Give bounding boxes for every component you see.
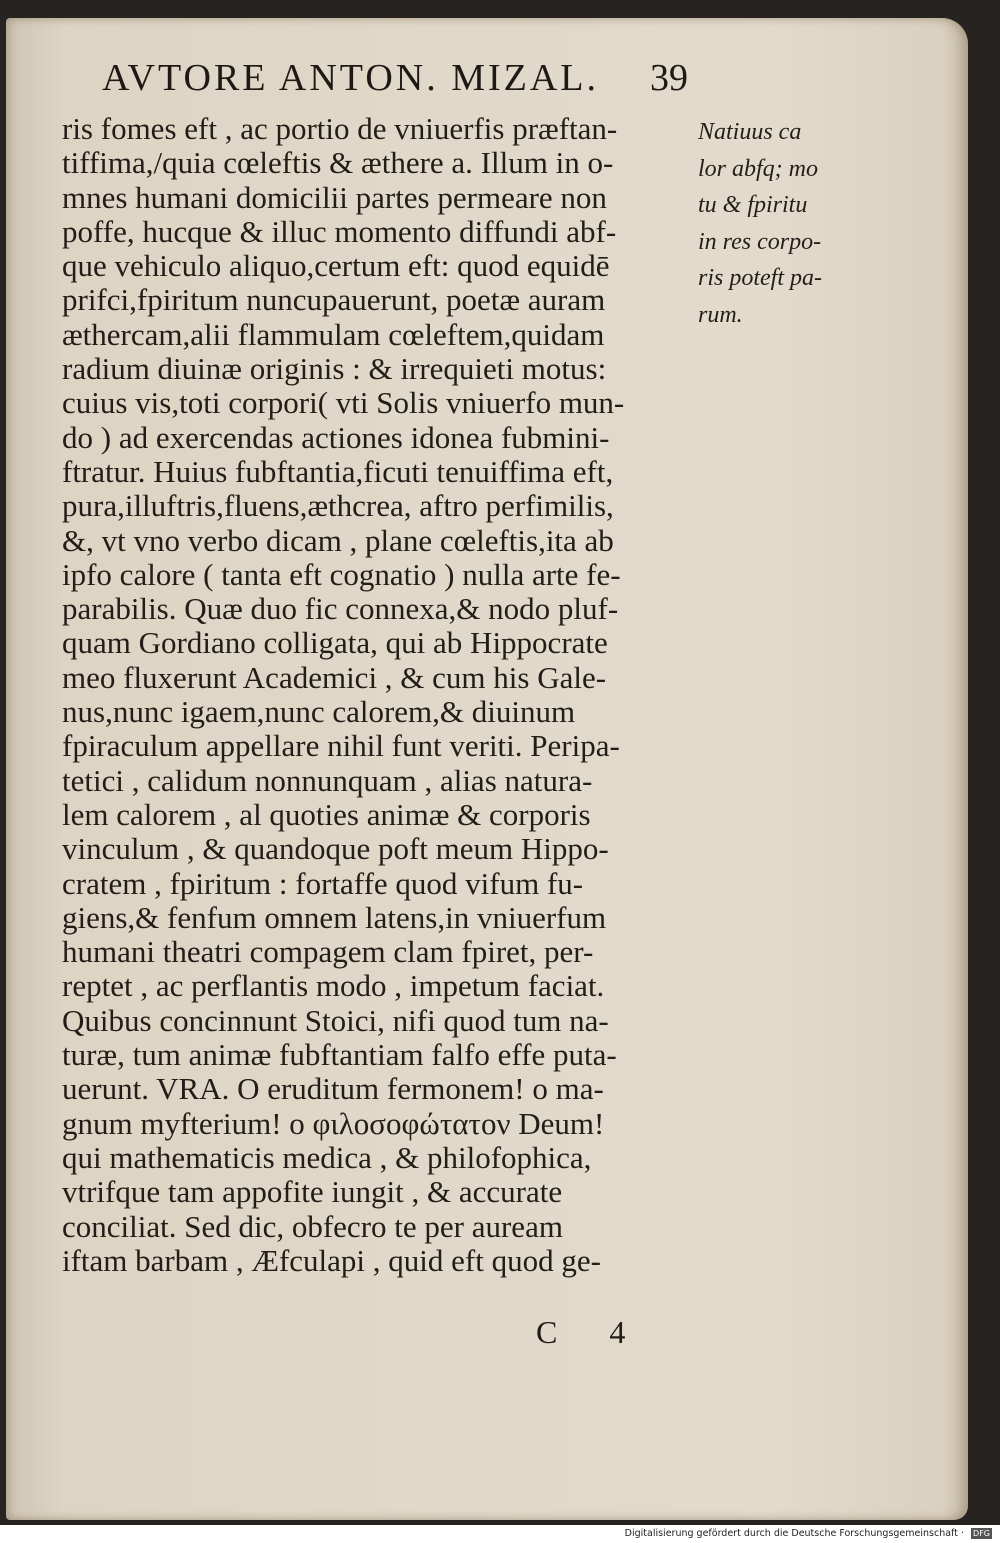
digitization-credit xyxy=(625,1528,992,1539)
text-line: giens,& fenfum omnem latens,in vniuerfum xyxy=(62,899,607,935)
text-line: pura,illuftris,fluens,æthcrea, aftro perfimilis, xyxy=(62,488,614,524)
running-head-title: AVTORE ANTON. MIZAL. xyxy=(102,57,600,99)
text-line: uerunt. VRA. O eruditum fermonem! o ma- xyxy=(62,1071,604,1107)
text-line: gnum myfterium! o φιλοσοφώτατον Deum! xyxy=(62,1105,605,1141)
text-line: æthercam,alii flammulam cœleftem,quidam xyxy=(62,316,605,352)
marginal-note-line: tu & fpiritu xyxy=(698,192,808,218)
text-line: ipfo calore ( tanta eft cognatio ) nulla arte fe- xyxy=(62,556,621,592)
text-line: que vehiculo aliquo,certum eft: quod equidē xyxy=(62,248,610,284)
marginal-note-line: rum. xyxy=(698,301,743,328)
text-line: iftam barbam , Æfculapi , quid eft quod ge- xyxy=(62,1242,601,1278)
text-line: nus,nunc igaem,nunc calorem,& diuinum xyxy=(62,694,576,730)
text-line: cratem , fpiritum : fortaffe quod vifum fu- xyxy=(62,865,584,901)
text-line: ris fomes eft , ac portio de vniuerfis præftan- xyxy=(62,111,618,146)
marginal-note-line: ris poteft pa- xyxy=(698,265,822,291)
text-line: &, vt vno verbo dicam , plane cœleftis,ita ab xyxy=(62,522,614,558)
text-line: ftratur. Huius fubftantia,ficuti tenuiffima eft, xyxy=(62,453,614,489)
marginal-note-line: lor abfq; mo xyxy=(698,155,818,182)
text-line: vtrifque tam appofite iungit , & accurate xyxy=(62,1174,563,1210)
text-line: cuius vis,toti corpori( vti Solis vniuerfo mun- xyxy=(62,385,625,421)
text-line: reptet , ac perflantis modo , impetum faciat. xyxy=(62,968,605,1004)
text-line: tiffima,/quia cœleftis & æthere a. Illum in o- xyxy=(62,145,614,181)
text-line: qui mathematicis medica , & philofophica, xyxy=(62,1139,592,1175)
text-line: humani theatri compagem clam fpiret, per- xyxy=(62,934,594,970)
text-line: parabilis. Quæ duo fic connexa,& nodo pluf- xyxy=(62,591,619,627)
signature-mark: C 4 xyxy=(536,1314,648,1350)
running-head xyxy=(102,56,702,100)
marginal-note-line: in res corpo- xyxy=(698,228,822,255)
book-page xyxy=(6,18,968,1520)
text-line: Quibus concinnunt Stoici, nifi quod tum na- xyxy=(62,1002,609,1038)
page-number: 39 xyxy=(650,57,688,99)
credit-text: Digitalisierung gefördert durch die Deutsche Forschungsgemeinschaft · xyxy=(624,1528,964,1539)
text-line: vinculum , & quandoque poft meum Hippo- xyxy=(62,831,609,867)
marginal-note xyxy=(698,114,858,333)
text-line: mnes humani domicilii partes permeare non xyxy=(62,179,607,215)
text-line: radium diuinæ originis : & irrequieti motus: xyxy=(62,351,607,387)
marginal-note-line: Natiuus ca xyxy=(698,119,802,145)
dfg-logo: DFG xyxy=(973,1529,990,1538)
text-line: poffe, hucque & illuc momento diffundi abf- xyxy=(62,213,617,249)
text-line: meo fluxerunt Academici , & cum his Gale- xyxy=(62,659,607,695)
text-line: tetici , calidum nonnunquam , alias natura- xyxy=(62,762,593,798)
main-text-block xyxy=(62,112,702,1278)
text-line: prifci,fpiritum nuncupauerunt, poetæ auram xyxy=(62,282,606,318)
text-line: fpiraculum appellare nihil funt veriti. Peripa- xyxy=(62,728,620,764)
text-line: quam Gordiano colligata, qui ab Hippocrate xyxy=(62,625,608,661)
text-line: conciliat. Sed dic, obfecro te per auream xyxy=(62,1208,563,1244)
text-line: do ) ad exercendas actiones idonea fubmini- xyxy=(62,419,610,455)
text-line: lem calorem , al quoties animæ & corporis xyxy=(62,796,591,832)
text-line: turæ, tum animæ fubftantiam falfo effe puta- xyxy=(62,1037,617,1073)
